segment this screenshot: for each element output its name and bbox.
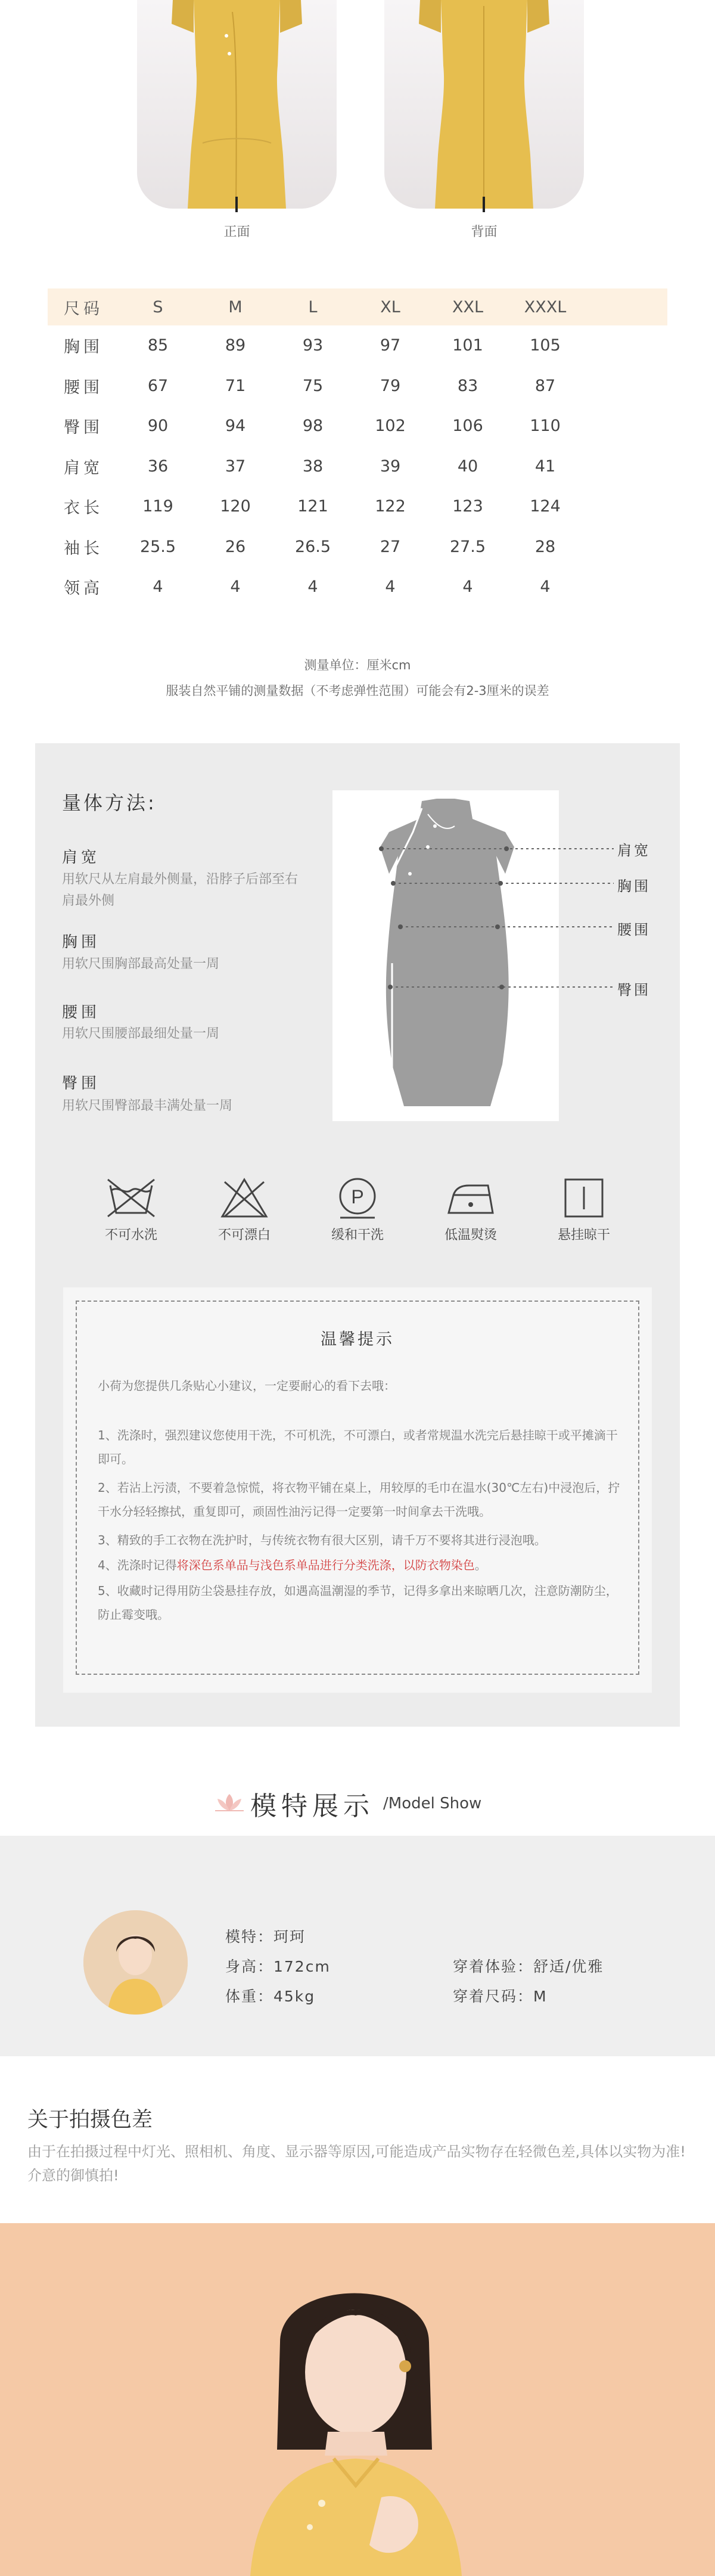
measure-title: 量体方法:	[62, 792, 157, 814]
table-row	[48, 406, 667, 446]
tips-intro: 小荷为您提供几条贴心小建议，一定要耐心的看下去哦：	[98, 1379, 396, 1393]
error-note: 服装自然平铺的测量数据（不考虑弹性范围）可能会有2-3厘米的误差	[166, 684, 549, 698]
tips-item-1: 1、洗涤时，强烈建议您使用干洗，不可机洗，不可漂白，或者常规温水洗完后悬挂晾干或平摊滴干即可。	[98, 1428, 618, 1466]
table-row	[48, 325, 667, 366]
mannequin-stand	[235, 197, 238, 212]
table-cell: 37	[225, 457, 246, 476]
model-show-subtitle: /Model Show	[383, 1795, 482, 1812]
table-cell: 26.5	[294, 537, 331, 556]
no-wash-icon	[105, 1177, 157, 1219]
front-view-image	[137, 0, 337, 209]
diagram-label-waist: 腰围	[617, 921, 651, 938]
table-cell: 28	[534, 537, 556, 556]
care-label: 悬挂晾干	[557, 1228, 610, 1243]
front-view-caption: 正面	[223, 225, 250, 240]
table-cell: 93	[302, 336, 324, 355]
care-label: 缓和干洗	[331, 1228, 384, 1243]
table-cell: 27.5	[449, 537, 486, 556]
header-cell: 尺码	[64, 299, 103, 318]
tips-item-2: 2、若沾上污渍，不要着急惊慌，将衣物平铺在桌上，用较厚的毛巾在温水(30℃左右)中浸泡后，拧干水分轻轻擦拭，重复即可，顽固性油污记得一定要第一时间拿去干洗哦。	[98, 1481, 620, 1519]
table-cell: 102	[375, 417, 406, 436]
measure-item-name: 肩宽	[62, 849, 101, 867]
measure-item-desc: 用软尺围胸部最高处量一周	[62, 957, 220, 972]
table-cell: 36	[147, 457, 169, 476]
row-label: 领高	[64, 579, 103, 598]
header-cell: S	[153, 297, 163, 316]
lotus-icon	[213, 1792, 246, 1813]
care-low-temp-iron	[417, 1177, 524, 1243]
table-cell: 4	[230, 578, 241, 597]
table-cell: 40	[457, 457, 478, 476]
row-label: 衣长	[64, 499, 103, 518]
tips-item-4	[98, 1553, 622, 1577]
care-no-bleach	[191, 1177, 298, 1243]
avatar	[83, 1910, 188, 2015]
diagram-label-bust: 胸围	[617, 878, 651, 895]
tips-title: 温馨提示	[321, 1330, 394, 1349]
model-name: 模特：珂珂	[225, 1928, 306, 1945]
table-cell: 90	[147, 417, 169, 436]
table-cell: 41	[534, 457, 556, 476]
table-cell: 38	[302, 457, 324, 476]
table-cell: 110	[530, 417, 561, 436]
table-cell: 101	[452, 336, 483, 355]
table-row	[48, 486, 667, 527]
table-cell: 106	[452, 417, 483, 436]
unit-note: 测量单位：厘米cm	[304, 658, 411, 672]
table-cell: 67	[147, 376, 169, 395]
table-cell: 119	[142, 497, 173, 516]
model-photo	[0, 2223, 715, 2576]
table-cell: 87	[534, 376, 556, 395]
measure-item-desc: 用软尺围腰部最细处量一周	[62, 1026, 220, 1041]
table-cell: 120	[220, 497, 251, 516]
size-table	[48, 288, 667, 607]
care-gentle-dry-clean	[304, 1177, 411, 1243]
care-label: 不可水洗	[104, 1228, 157, 1243]
table-row	[48, 527, 667, 567]
measurement-diagram	[332, 790, 559, 1121]
table-cell: 4	[540, 578, 551, 597]
table-cell: 4	[462, 578, 473, 597]
table-cell: 124	[530, 497, 561, 516]
color-diff-text: 由于在拍摄过程中灯光、照相机、角度、显示器等原因,可能造成产品实物存在轻微色差,具体以实物为准!介意的御慎拍!	[27, 2143, 686, 2184]
table-cell: 26	[225, 537, 246, 556]
model-photo-illustration	[0, 2223, 715, 2576]
table-cell: 27	[380, 537, 401, 556]
row-label: 臀围	[64, 418, 103, 437]
model-show-title: 模特展示	[250, 1791, 374, 1821]
measure-item-name: 臀围	[62, 1075, 101, 1093]
model-weight: 体重：45kg	[225, 1988, 316, 2005]
table-cell: 105	[530, 336, 561, 355]
model-avatar-illustration	[83, 1910, 188, 2015]
wear-size: 穿着尺码：M	[453, 1988, 548, 2005]
table-cell: 94	[225, 417, 246, 436]
dress-front-illustration	[137, 0, 337, 209]
table-cell: 4	[385, 578, 396, 597]
dress-back-illustration	[384, 0, 584, 209]
care-no-wash	[77, 1177, 185, 1243]
color-diff-title: 关于拍摄色差	[27, 2108, 153, 2132]
table-cell: 121	[297, 497, 328, 516]
measure-item-name: 胸围	[62, 933, 101, 951]
back-view-caption: 背面	[471, 225, 498, 240]
header-cell: XXXL	[524, 297, 567, 316]
tips-item-4-prefix: 4、洗涤时记得	[98, 1558, 177, 1572]
table-cell: 89	[225, 336, 246, 355]
svg-text:P: P	[351, 1186, 364, 1208]
low-temp-iron-icon	[445, 1177, 496, 1219]
table-cell: 83	[457, 376, 478, 395]
measure-item-desc: 用软尺围臀部最丰满处量一周	[62, 1098, 233, 1113]
no-bleach-icon	[219, 1177, 270, 1219]
table-cell: 79	[380, 376, 401, 395]
header-cell: M	[228, 297, 243, 316]
table-cell: 4	[153, 578, 163, 597]
care-label: 不可漂白	[217, 1228, 271, 1243]
row-label: 腰围	[64, 378, 103, 397]
wear-experience: 穿着体验：舒适/优雅	[453, 1958, 604, 1975]
tips-item-4-warning: 将深色系单品与浅色系单品进行分类洗涤，以防衣物染色	[176, 1558, 475, 1572]
table-cell: 122	[375, 497, 406, 516]
tips-item-5: 5、收藏时记得用防尘袋悬挂存放，如遇高温潮湿的季节，记得多拿出来晾晒几次，注意防潮防尘，防止霉变哦。	[98, 1584, 618, 1622]
measure-item-desc: 用软尺从左肩最外侧量，沿脖子后部至右肩最外侧	[62, 872, 299, 908]
diagram-label-hip: 臀围	[617, 982, 651, 998]
table-cell: 75	[302, 376, 324, 395]
gentle-dry-clean-icon	[332, 1177, 383, 1219]
care-hang-dry	[530, 1177, 638, 1243]
header-cell: XXL	[452, 297, 484, 316]
header-cell: XL	[380, 297, 400, 316]
table-cell: 85	[147, 336, 169, 355]
tips-item-3: 3、精致的手工衣物在洗护时，与传统衣物有很大区别，请千万不要将其进行浸泡哦。	[98, 1533, 546, 1547]
diagram-label-shoulder: 肩宽	[617, 842, 651, 859]
table-row	[48, 567, 667, 607]
row-label: 肩宽	[64, 458, 103, 477]
table-cell: 39	[380, 457, 401, 476]
measure-item-name: 腰围	[62, 1004, 101, 1022]
table-cell: 97	[380, 336, 401, 355]
dress-silhouette-illustration	[332, 790, 559, 1121]
table-cell: 98	[302, 417, 324, 436]
table-cell: 71	[225, 376, 246, 395]
table-row	[48, 366, 667, 406]
table-row	[48, 446, 667, 487]
header-cell: L	[308, 297, 318, 316]
hang-dry-icon	[558, 1177, 610, 1219]
table-cell: 4	[307, 578, 318, 597]
care-label: 低温熨烫	[444, 1228, 497, 1243]
table-cell: 25.5	[139, 537, 176, 556]
size-table-header	[48, 288, 667, 325]
back-view-image	[384, 0, 584, 209]
table-cell: 123	[452, 497, 483, 516]
row-label: 胸围	[64, 338, 103, 357]
tips-item-4-suffix: 。	[474, 1558, 487, 1572]
mannequin-stand	[483, 197, 485, 212]
model-height: 身高：172cm	[225, 1958, 331, 1975]
row-label: 袖长	[64, 539, 103, 558]
